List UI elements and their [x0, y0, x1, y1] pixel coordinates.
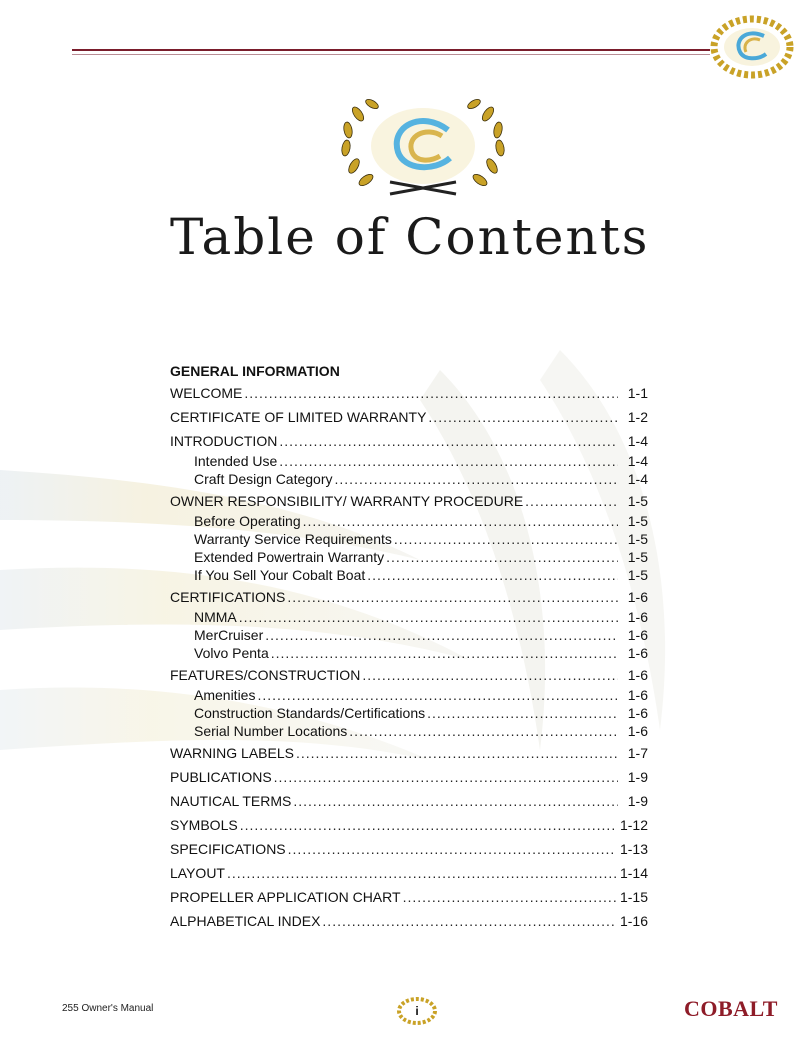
table-of-contents — [170, 360, 648, 932]
toc-leader-dots — [322, 910, 616, 932]
toc-entry-page: 1-9 — [627, 769, 648, 785]
toc-entry[interactable] — [170, 586, 648, 608]
toc-entry-page: 1-1 — [627, 385, 648, 401]
toc-entry-page: 1-4 — [627, 471, 648, 487]
toc-leader-dots — [244, 382, 618, 404]
toc-entry-page: 1-5 — [627, 531, 648, 547]
toc-leader-dots — [335, 470, 618, 488]
toc-leader-dots — [349, 722, 618, 740]
toc-leader-dots — [428, 406, 618, 428]
toc-leader-dots — [279, 430, 618, 452]
manual-name: 255 Owner's Manual — [62, 1003, 154, 1014]
toc-entry-page: 1-2 — [627, 409, 648, 425]
toc-entry[interactable] — [170, 838, 648, 860]
toc-entry[interactable] — [170, 512, 648, 530]
toc-entry-page: 1-12 — [619, 817, 648, 833]
toc-entry-label: LAYOUT — [170, 865, 225, 881]
toc-entry-label: Before Operating — [194, 513, 301, 529]
toc-entry-page: 1-6 — [627, 627, 648, 643]
toc-entry-label: Warranty Service Requirements — [194, 531, 392, 547]
toc-entry[interactable] — [170, 626, 648, 644]
toc-leader-dots — [296, 742, 618, 764]
toc-leader-dots — [288, 838, 616, 860]
toc-leader-dots — [279, 452, 618, 470]
toc-leader-dots — [240, 814, 616, 836]
toc-entry[interactable] — [170, 430, 648, 452]
toc-entry-page: 1-5 — [627, 567, 648, 583]
toc-entry-page: 1-6 — [627, 589, 648, 605]
toc-leader-dots — [257, 686, 618, 704]
toc-entry[interactable] — [170, 548, 648, 566]
toc-entry-label: NAUTICAL TERMS — [170, 793, 292, 809]
toc-entry-label: NMMA — [194, 609, 237, 625]
toc-entry-page: 1-5 — [627, 549, 648, 565]
toc-leader-dots — [274, 766, 618, 788]
toc-entry-label: PROPELLER APPLICATION CHART — [170, 889, 401, 905]
toc-leader-dots — [367, 566, 618, 584]
toc-entry-page: 1-15 — [619, 889, 648, 905]
toc-entry[interactable] — [170, 406, 648, 428]
toc-entry-label: CERTIFICATE OF LIMITED WARRANTY — [170, 409, 427, 425]
toc-entry-label: PUBLICATIONS — [170, 769, 272, 785]
toc-entry[interactable] — [170, 704, 648, 722]
toc-entry[interactable] — [170, 644, 648, 662]
toc-entry-label: Construction Standards/Certifications — [194, 705, 426, 721]
toc-entry[interactable] — [170, 766, 648, 788]
toc-entry-label: Amenities — [194, 687, 256, 703]
toc-entry-label: SPECIFICATIONS — [170, 841, 286, 857]
toc-entry-label: Intended Use — [194, 453, 278, 469]
toc-entry-page: 1-6 — [627, 609, 648, 625]
toc-entry-label: WELCOME — [170, 385, 243, 401]
brand-logo: COBALT — [684, 996, 778, 1021]
page-number: i — [415, 1004, 419, 1018]
toc-list — [170, 382, 648, 932]
toc-entry[interactable] — [170, 608, 648, 626]
toc-entry-label: FEATURES/CONSTRUCTION — [170, 667, 361, 683]
header-rule — [72, 49, 710, 57]
toc-leader-dots — [287, 586, 618, 608]
toc-entry-page: 1-9 — [627, 793, 648, 809]
toc-leader-dots — [403, 886, 616, 908]
toc-entry[interactable] — [170, 382, 648, 404]
toc-leader-dots — [271, 644, 618, 662]
toc-entry[interactable] — [170, 910, 648, 932]
toc-entry[interactable] — [170, 814, 648, 836]
toc-entry-page: 1-5 — [627, 513, 648, 529]
toc-entry-label: CERTIFICATIONS — [170, 589, 286, 605]
toc-leader-dots — [303, 512, 618, 530]
toc-entry-page: 1-16 — [619, 913, 648, 929]
toc-entry-label: Extended Powertrain Warranty — [194, 549, 385, 565]
toc-entry[interactable] — [170, 886, 648, 908]
toc-entry-label: MerCruiser — [194, 627, 264, 643]
toc-leader-dots — [227, 862, 616, 884]
toc-entry-label: Volvo Penta — [194, 645, 269, 661]
toc-entry-page: 1-6 — [627, 723, 648, 739]
toc-leader-dots — [525, 490, 618, 512]
toc-entry-label: WARNING LABELS — [170, 745, 294, 761]
cobalt-laurel-emblem-icon — [706, 10, 798, 84]
toc-entry-label: INTRODUCTION — [170, 433, 278, 449]
toc-entry-page: 1-4 — [627, 433, 648, 449]
toc-entry[interactable] — [170, 664, 648, 686]
page-number-badge — [394, 995, 440, 1027]
toc-entry-label: OWNER RESPONSIBILITY/ WARRANTY PROCEDURE — [170, 493, 524, 509]
toc-entry[interactable] — [170, 490, 648, 512]
toc-entry[interactable] — [170, 530, 648, 548]
toc-entry[interactable] — [170, 790, 648, 812]
toc-leader-dots — [386, 548, 618, 566]
toc-entry[interactable] — [170, 862, 648, 884]
toc-section-heading: GENERAL INFORMATION — [170, 363, 340, 379]
cobalt-laurel-emblem-icon — [330, 96, 516, 200]
toc-entry-label: SYMBOLS — [170, 817, 238, 833]
toc-entry-label: Craft Design Category — [194, 471, 333, 487]
toc-entry-page: 1-4 — [627, 453, 648, 469]
toc-entry-page: 1-6 — [627, 667, 648, 683]
toc-leader-dots — [362, 664, 618, 686]
toc-entry-label: ALPHABETICAL INDEX — [170, 913, 321, 929]
toc-leader-dots — [427, 704, 618, 722]
toc-entry-page: 1-6 — [627, 687, 648, 703]
toc-entry[interactable] — [170, 722, 648, 740]
toc-leader-dots — [239, 608, 618, 626]
toc-leader-dots — [394, 530, 618, 548]
toc-entry-page: 1-6 — [627, 645, 648, 661]
toc-entry-page: 1-6 — [627, 705, 648, 721]
toc-entry[interactable] — [170, 686, 648, 704]
toc-entry[interactable] — [170, 470, 648, 488]
toc-entry-page: 1-5 — [627, 493, 648, 509]
toc-entry-page: 1-7 — [627, 745, 648, 761]
toc-leader-dots — [293, 790, 618, 812]
toc-entry[interactable] — [170, 566, 648, 584]
toc-entry-label: If You Sell Your Cobalt Boat — [194, 567, 366, 583]
toc-entry-page: 1-14 — [619, 865, 648, 881]
toc-entry-page: 1-13 — [619, 841, 648, 857]
page-title: Table of Contents — [170, 208, 650, 266]
toc-entry[interactable] — [170, 742, 648, 764]
toc-entry-label: Serial Number Locations — [194, 723, 348, 739]
toc-leader-dots — [265, 626, 618, 644]
toc-entry[interactable] — [170, 452, 648, 470]
